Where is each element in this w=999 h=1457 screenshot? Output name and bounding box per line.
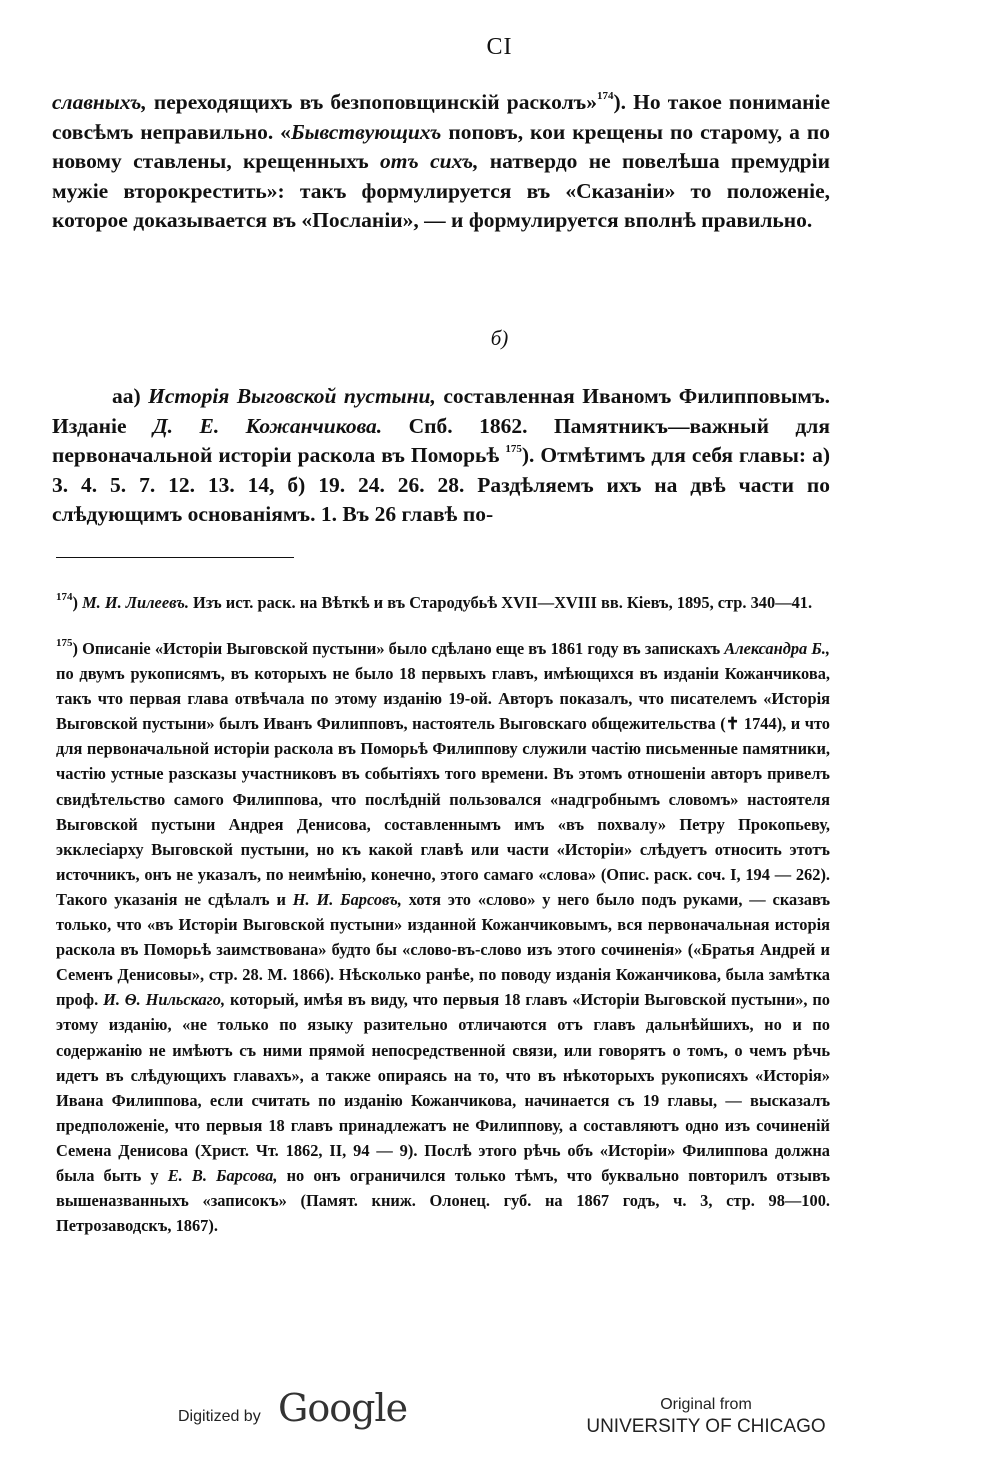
google-logo: Google: [278, 1386, 408, 1430]
text-span: Спб. 1862. Памятникъ—важный для первоначальной исторіи раскола въ Поморьѣ: [52, 413, 830, 467]
text-span: ). Но такое пониманіе совсѣмъ неправильно. «: [52, 90, 830, 144]
text-span: переходящихъ въ безпоповщинскій расколъ»: [146, 90, 597, 114]
footnote-number: 175: [56, 636, 73, 649]
footnote-175: [56, 636, 830, 1238]
digitization-footer: [0, 1386, 999, 1452]
footnote-174: [56, 590, 830, 615]
italic-text: И. Ѳ. Нильскаго,: [103, 990, 226, 1010]
footnote-number: 174: [56, 590, 73, 603]
italic-text: Исторія Выговской пустыни,: [148, 384, 436, 408]
text-span: ) Описаніе «Исторіи Выговской пустыни» было сдѣлано еще въ 1861 году въ запискахъ: [72, 639, 725, 658]
italic-text: Бывствующихъ: [290, 119, 442, 144]
digitized-by-label: Digitized by: [178, 1408, 261, 1425]
page-number: CI: [486, 34, 513, 60]
text-span: составленная Иваномъ Филипповымъ. Изданіе: [52, 384, 830, 438]
text-span: который, имѣя въ виду, что первыя 18 главъ «Исторіи Выговской пустыни», по этому изданію, «не только по языку разительно отличаются отъ главъ дальнѣйшихъ, но и по содержанію не имѣютъ съ ними прямой непосредственной связи, или говорятъ о томъ, о чемъ рѣчь идетъ въ слѣдующихъ главахъ», а также опираясь на то, что въ нѣкоторыхъ рукописяхъ «Исторія» Ивана Филиппова, если считать по изданію Кожанчикова, начинается съ 19 главы, — высказалъ предположеніе, что первыя 18 главъ принадлежатъ не Филиппову, а составляютъ одно изъ сочиненій Семена Денисова (Христ. Чт. 1862, II, 94 — 9). Послѣ этого рѣчь объ «Исторіи» Филиппова должна была быть у: [56, 990, 830, 1185]
italic-text: отъ сихъ,: [379, 149, 479, 173]
footnote-divider: [56, 557, 294, 558]
paragraph-1: [52, 88, 830, 236]
text-span: хотя это «слово» у него было подъ руками, — сказавъ только, что «въ Исторіи Выговской пустыни» изданной Кожанчиковымъ, вся первоначальная исторія раскола въ Поморьѣ заимствована» будто бы «слово-въ-слово изъ этого сочиненія» («Братья Андрей и Семенъ Денисовы», стр. 28. М. 1866). Нѣсколько ранѣе, по поводу изданія Кожанчикова, была замѣтка проф.: [56, 889, 831, 1010]
text-span: Изъ ист. раск. на Вѣткѣ и въ Стародубьѣ XVII—XVIII вв. Кіевъ, 1895, стр. 340—41.: [188, 593, 813, 612]
text-span: по двумъ рукописямъ, въ которыхъ не было 18 первыхъ главъ, имѣющихся въ изданіи Кожанчикова, такъ что первая глава отвѣчала по этому изданію 19-ой. Авторъ показалъ, что писателемъ «Исторія Выговской пустыни» былъ Иванъ Филипповъ, настоятель Выговскаго общежительства (✝ 1744), и что для первоначальной исторіи раскола въ Поморьѣ Филиппову служили частію письменные памятники, частію устные разсказы участниковъ въ событіяхъ того времени. Въ этомъ отношеніи авторъ привелъ свидѣтельство самого Филиппова, что послѣдній пользовался «надгробнымъ словомъ» настоятеля Выговской пустыни Андрея Денисова, составленнымъ имъ «въ похвалу» Петру Прокопьеву, экклесіарху Выговской пустыни, но къ какой главѣ или части «Исторіи» слѣдуетъ относить этотъ источникъ, онъ не указалъ, по неимѣнію, конечно, этого самаго «слова» (Опис. раск. соч. I, 194 — 262). Такого указанія не сдѣлалъ и: [56, 664, 830, 909]
italic-text: славныхъ,: [52, 90, 147, 114]
footnote-ref-175: 175: [505, 442, 522, 455]
italic-text: Д. Е. Кожанчикова.: [152, 413, 383, 438]
footnote-ref-174: 174: [596, 89, 614, 102]
text-span: аа): [112, 384, 149, 408]
text-span: ): [72, 593, 83, 612]
italic-text: Е. В. Барсова,: [167, 1165, 278, 1185]
text-span: ). Отмѣтимъ для себя главы: а) 3. 4. 5. 7. 12. 13. 14, б) 19. 24. 26. 28. Раздѣляемъ ихъ на двѣ части по слѣдующимъ основаніямъ. 1. Въ 26 главѣ по-: [52, 443, 830, 526]
italic-text: М. И. Лилеевъ.: [82, 593, 189, 612]
italic-text: Александра Б.,: [724, 639, 830, 658]
text-span: натвердо не повелѣша премудріи мужіе второкрестить»: такъ формулируется въ «Сказаніи» то положеніе, которое доказывается въ «Посланіи», — и формулируется вполнѣ правильно.: [52, 149, 830, 232]
text-span: поповъ, кои крещены по старому, а по новому ставлены, крещенныхъ: [52, 119, 830, 173]
paragraph-2: [52, 382, 830, 530]
italic-text: Н. И. Барсовъ,: [292, 889, 402, 909]
text-span: но онъ ограничился только тѣмъ, что буквально повторилъ отзывъ вышеназванныхъ «записокъ» (Памят. книж. Олонец. губ. на 1867 годъ, ч. 3, стр. 98—100. Петрозаводскъ, 1867).: [56, 1165, 831, 1236]
university-label: UNIVERSITY OF CHICAGO: [586, 1416, 826, 1437]
section-label: б): [490, 326, 509, 350]
original-from-label: Original from: [660, 1396, 752, 1413]
